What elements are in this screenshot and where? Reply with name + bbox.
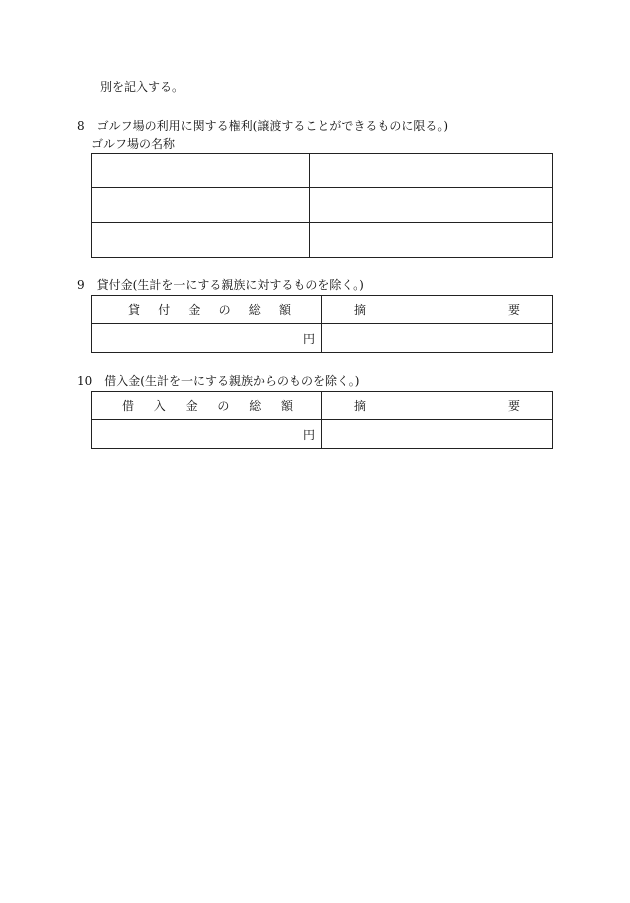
- table-row: [92, 188, 553, 223]
- table-header-row: [92, 296, 553, 324]
- header-char: 要: [507, 399, 520, 413]
- header-char: 額: [278, 303, 291, 317]
- header-char: 借: [122, 399, 135, 413]
- intro-text: 別を記入する。: [100, 80, 185, 94]
- yen-unit: 円: [302, 427, 315, 442]
- loan-note-header: [322, 296, 553, 324]
- golf-name-cell[interactable]: [92, 223, 310, 258]
- golf-name-cell[interactable]: [92, 154, 310, 188]
- golf-table: [91, 153, 553, 258]
- header-char: の: [217, 399, 230, 413]
- table-row: [92, 420, 553, 449]
- table-row: [92, 223, 553, 258]
- golf-detail-cell[interactable]: [310, 188, 553, 223]
- borrow-note-header: [322, 392, 553, 420]
- header-char: の: [218, 303, 231, 317]
- header-char: 金: [188, 303, 201, 317]
- loan-table: [91, 295, 553, 353]
- header-char: 額: [280, 399, 293, 413]
- golf-detail-cell[interactable]: [310, 154, 553, 188]
- golf-section-title: 8 ゴルフ場の利用に関する権利(譲渡することができるものに限る。): [77, 119, 449, 133]
- header-char: 摘: [354, 399, 367, 413]
- borrow-amount-cell[interactable]: [92, 420, 322, 449]
- golf-course-name-label: ゴルフ場の名称: [91, 137, 176, 151]
- header-char: 貸: [128, 303, 141, 317]
- loan-note-cell[interactable]: [322, 324, 553, 353]
- header-char: 入: [153, 399, 166, 413]
- header-char: 総: [249, 399, 262, 413]
- table-header-row: [92, 392, 553, 420]
- borrow-note-cell[interactable]: [322, 420, 553, 449]
- borrow-table: [91, 391, 553, 449]
- golf-name-cell[interactable]: [92, 188, 310, 223]
- loan-amount-cell[interactable]: [92, 324, 322, 353]
- golf-detail-cell[interactable]: [310, 223, 553, 258]
- borrow-amount-header: [92, 392, 322, 420]
- yen-unit: 円: [302, 331, 315, 346]
- borrow-section-title: 10 借入金(生計を一にする親族からのものを除く。): [77, 374, 360, 388]
- loan-amount-header: [92, 296, 322, 324]
- loan-section-title: 9 貸付金(生計を一にする親族に対するものを除く。): [77, 278, 364, 292]
- table-row: [92, 324, 553, 353]
- table-row: [92, 154, 553, 188]
- header-char: 総: [248, 303, 261, 317]
- header-char: 金: [185, 399, 198, 413]
- header-char: 付: [158, 303, 171, 317]
- header-char: 摘: [354, 303, 367, 317]
- header-char: 要: [507, 303, 520, 317]
